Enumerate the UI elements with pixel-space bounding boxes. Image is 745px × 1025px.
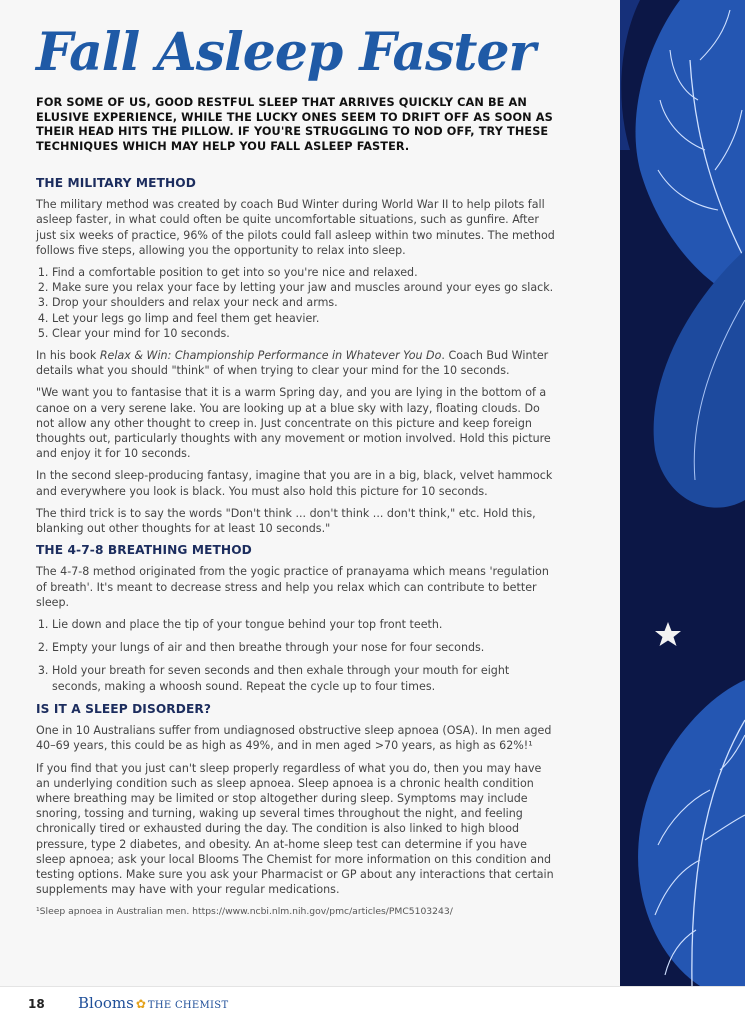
disorder-section (36, 702, 558, 920)
military-steps (36, 265, 558, 341)
brand-name: Blooms (78, 994, 134, 1012)
page-title: Fall Asleep Faster (36, 22, 535, 83)
article-body (36, 176, 558, 923)
military-paragraph-4: In the second sleep-producing fantasy, imagine that you are in a big, black, velvet hammock and everywhere you look is black. You must also hold this picture for 10 seconds. (36, 469, 553, 498)
breathing-paragraph-1: The 4-7-8 method originated from the yogic practice of pranayama which means 'regulation of breath'. It's meant to decrease stress and help you relax which can contribute to better sleep. (36, 565, 549, 609)
disorder-paragraph-1: One in 10 Australians suffer from undiagnosed obstructive sleep apnoea (OSA). In men aged 40–69 years, this could be as high as 49%, and in men aged >70 years, as high as 62%!¹ (36, 724, 552, 753)
book-intro: In his book (36, 349, 100, 363)
military-section (36, 176, 558, 536)
breathing-step: 2. Empty your lungs of air and then breathe through your nose for four seconds. (52, 640, 558, 655)
night-leaves-illustration (620, 0, 745, 986)
book-title: Relax & Win: Championship Performance in Whatever You Do (99, 349, 442, 363)
breathing-steps (36, 617, 558, 694)
military-step: 2. Make sure you relax your face by letting your jaw and muscles around your eyes go slack. (52, 280, 558, 295)
intro-text: FOR SOME OF US, GOOD RESTFUL SLEEP THAT ARRIVES QUICKLY CAN BE AN ELUSIVE EXPERIENCE, WHILE THE LUCKY ONES SEEM TO DRIFT OFF AS SOON AS THEIR HEAD HITS THE PILLOW. IF YOU'RE STRUGGLING TO NOD OFF, TRY THESE TECHNIQUES WHICH MAY HELP YOU FALL ASLEEP FASTER. (36, 96, 553, 153)
military-paragraph-3: "We want you to fantasise that it is a warm Spring day, and you are lying in the bottom of a canoe on a very serene lake. You are looking up at a blue sky with lazy, floating clouds. Do not allow any other thought to creep in. Just concentrate on this picture and keep foreign thoughts out, particularly thoughts with any movement or motion involved. Hold this picture and enjoy it for 10 seconds. (36, 386, 551, 461)
leaf-icon: ✿ (135, 997, 146, 1011)
breathing-step: 1. Lie down and place the tip of your tongue behind your top front teeth. (52, 617, 558, 632)
military-step: 1. Find a comfortable position to get into so you're nice and relaxed. (52, 265, 558, 280)
military-step: 5. Clear your mind for 10 seconds. (52, 326, 558, 341)
disorder-heading: IS IT A SLEEP DISORDER? (36, 701, 212, 716)
footnote: ¹Sleep apnoea in Australian men. https://www.ncbi.nlm.nih.gov/pmc/articles/PMC5103243/ (36, 906, 453, 918)
page-footer (0, 986, 745, 1025)
page-number: 18 (28, 997, 45, 1011)
military-heading: THE MILITARY METHOD (36, 176, 196, 190)
book-outro: . Coach Bud Winter details what you should "think" of when trying to clear your mind for the 10 seconds. (36, 349, 549, 378)
brand-logo (78, 994, 228, 1012)
breathing-section (36, 543, 558, 694)
breathing-heading: THE 4-7-8 BREATHING METHOD (36, 543, 252, 558)
military-step: 3. Drop your shoulders and relax your neck and arms. (52, 295, 558, 310)
military-paragraph-1: The military method was created by coach Bud Winter during World War II to help pilots fall asleep faster, in what could often be quite uncomfortable situations, such as gunfire. After just six weeks of practice, 96% of the pilots could fall asleep within two minutes. The method follows five steps, allowing you the opportunity to relax into sleep. (36, 198, 555, 257)
brand-subtitle: THE CHEMIST (147, 1000, 229, 1011)
military-paragraph-5: The third trick is to say the words "Don't think ... don't think ... don't think," etc. Hold this, blanking out other thoughts for at least 10 seconds." (36, 506, 536, 536)
disorder-paragraph-2: If you find that you just can't sleep properly regardless of what you do, then you may have an underlying condition such as sleep apnoea. Sleep apnoea is a chronic health condition where breathing may be limited or stop altogether during sleep. Symptoms may include snoring, tossing and turning, waking up several times throughout the night, and feeling chronically tired or exhausted during the day. The condition is also linked to high blood pressure, type 2 diabetes, and obesity. An at-home sleep test can determine if you have sleep apnoea; ask your local Blooms The Chemist for more information on this condition and testing options. Make sure you ask your Pharmacist or GP about any interactions that certain supplements may have with your regular medications. (36, 761, 554, 897)
breathing-step: 3. Hold your breath for seven seconds and then exhale through your mouth for eight seconds, making a whoosh sound. Repeat the cycle up to four times. (52, 663, 558, 693)
military-paragraph-2 (36, 348, 558, 378)
military-step: 4. Let your legs go limp and feel them get heavier. (52, 311, 558, 326)
